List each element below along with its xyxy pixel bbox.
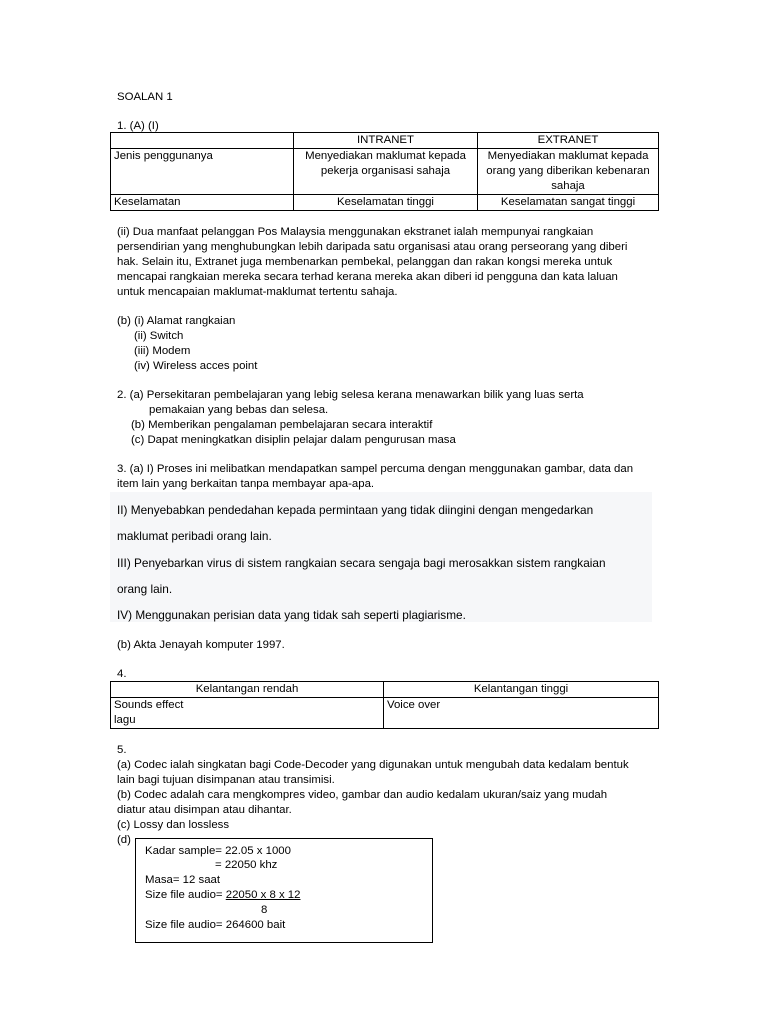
q5-line: lain bagi tujuan disimpanan atau transimisi.: [117, 774, 335, 786]
cell-line: pekerja organisasi sahaja: [320, 165, 451, 177]
table-row: [111, 149, 659, 195]
q1-ii-line: untuk mencapaian maklumat-maklumat tertentu sahaja.: [117, 286, 398, 298]
calc-line: = 22050 khz: [215, 859, 278, 871]
intranet-extranet-table: [110, 132, 659, 211]
q1-b-line: (ii) Switch: [134, 330, 184, 342]
cell-line: Voice over: [387, 699, 441, 711]
q2-line: (b) Memberikan pengalaman pembelajaran secara interaktif: [131, 419, 433, 431]
q2-line: 2. (a) Persekitaran pembelajaran yang lebig selesa kerana menawarkan bilik yang luas serta: [117, 389, 584, 401]
table-header-empty: [111, 133, 294, 149]
table-header-intranet: INTRANET: [294, 133, 478, 149]
table-header-extranet: EXTRANET: [478, 133, 659, 149]
calc-line: Masa= 12 saat: [145, 874, 221, 886]
table-header-row: [111, 133, 659, 149]
heading: SOALAN 1: [117, 91, 173, 103]
q3-shaded-line: II) Menyebabkan pendedahan kepada permintaan yang tidak diingini dengan mengedarkan: [117, 503, 594, 517]
q2-line: pemakaian yang bebas dan selesa.: [149, 404, 329, 416]
q3-shaded-line: III) Penyebarkan virus di sistem rangkaian secara sengaja bagi merosakkan sistem rangkaian: [117, 556, 606, 570]
q5-d-label: (d): [117, 834, 131, 846]
q5-label: 5.: [117, 744, 127, 756]
extranet-cell: [478, 149, 659, 195]
cell-line: lagu: [114, 714, 136, 726]
calc-denominator: 8: [261, 904, 268, 916]
q1-ii-line: hak. Selain itu, Extranet juga membenarkan pembekal, pelanggan dan rakan kongsi mereka untuk: [117, 256, 613, 268]
q5-line: (a) Codec ialah singkatan bagi Code-Decoder yang digunakan untuk mengubah data kedalam bentuk: [117, 759, 629, 771]
cell-line: sahaja: [551, 180, 585, 192]
table-header-row: [111, 682, 659, 698]
intranet-cell: [294, 149, 478, 195]
q1-label: 1. (A) (I): [117, 120, 159, 132]
cell-line: orang yang diberikan kebenaran: [486, 165, 650, 177]
cell-line: Menyediakan maklumat kepada: [305, 150, 466, 162]
table-header-low: Kelantangan rendah: [111, 682, 384, 698]
q5-line: (b) Codec adalah cara mengkompres video, gambar dan audio kedalam ukuran/saiz yang mudah: [117, 789, 608, 801]
table-row: [111, 698, 659, 729]
calc-line: Kadar sample= 22.05 x 1000: [145, 845, 291, 857]
cell-line: Sounds effect: [114, 699, 184, 711]
q4-label: 4.: [117, 668, 127, 680]
q5-line: diatur atau disimpan atau dihantar.: [117, 804, 292, 816]
q1-b-line: (iv) Wireless acces point: [134, 360, 258, 372]
extranet-cell: Keselamatan sangat tinggi: [478, 195, 659, 211]
q1-ii-line: mencapai rangkaian mereka secara terhad kerana mereka akan diberi id pengguna dan kata laluan: [117, 271, 618, 283]
q5-line: (c) Lossy dan lossless: [117, 819, 230, 831]
high-cell: [384, 698, 659, 729]
calc-numerator: 22050 x 8 x 12: [225, 889, 301, 901]
cell-line: Menyediakan maklumat kepada: [487, 150, 649, 162]
table-row: [111, 195, 659, 211]
intranet-cell: Keselamatan tinggi: [294, 195, 478, 211]
q1-ii-line: persendirian yang menghubungkan lebih daripada satu organisasi atau orang perseorang yang diberi: [117, 241, 628, 253]
calc-prefix: Size file audio=: [145, 889, 226, 901]
q3-a-line: 3. (a) I) Proses ini melibatkan mendapatkan sampel percuma dengan menggunakan gambar, data dan: [117, 463, 634, 475]
q3-shaded-line: maklumat peribadi orang lain.: [117, 529, 272, 543]
q3-shaded-line: orang lain.: [117, 582, 173, 596]
q3-a-line: item lain yang berkaitan tanpa membayar apa-apa.: [117, 478, 375, 490]
kelantangan-table: [110, 681, 659, 729]
q1-b-line: (iii) Modem: [134, 345, 191, 357]
q1-ii-line: (ii) Dua manfaat pelanggan Pos Malaysia menggunakan ekstranet ialah mempunyai rangkaian: [117, 226, 594, 238]
low-cell: [111, 698, 384, 729]
calc-line: [145, 888, 300, 903]
calc-line: Size file audio= 264600 bait: [145, 919, 286, 931]
row-label: Keselamatan: [111, 195, 294, 211]
q3-b-line: (b) Akta Jenayah komputer 1997.: [117, 639, 285, 651]
q1-b-line: (b) (i) Alamat rangkaian: [117, 315, 236, 327]
q2-line: (c) Dapat meningkatkan disiplin pelajar dalam pengurusan masa: [131, 434, 456, 446]
q3-shaded-line: IV) Menggunakan perisian data yang tidak sah seperti plagiarisme.: [117, 608, 466, 622]
table-header-high: Kelantangan tinggi: [384, 682, 659, 698]
row-label: Jenis penggunanya: [111, 149, 294, 195]
